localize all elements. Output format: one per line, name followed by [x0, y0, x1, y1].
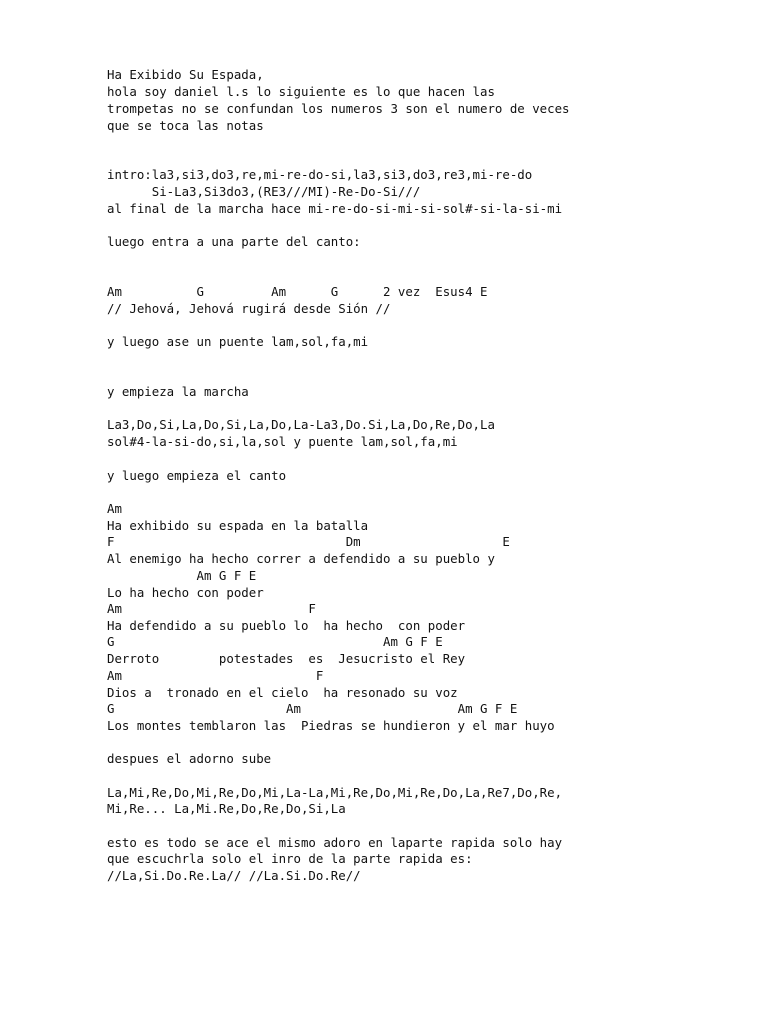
lyric-line: Los montes temblaron las Piedras se hundieron y el mar huyo [107, 718, 555, 733]
chord-line: F Dm E [107, 534, 510, 549]
lyric-line: Derroto potestades es Jesucristo el Rey [107, 651, 466, 666]
lyric-line: Ha exhibido su espada en la batalla [107, 518, 369, 533]
lyric-line: // Jehová, Jehová rugirá desde Sión // [107, 301, 391, 316]
section-heading: y empieza la marcha [107, 384, 249, 399]
section-heading: despues el adorno sube [107, 751, 272, 766]
section-heading: y luego empieza el canto [107, 468, 287, 483]
notes-line: Mi,Re... La,Mi.Re,Do,Re,Do,Si,La [107, 801, 346, 816]
instruction-line: y luego ase un puente lam,sol,fa,mi [107, 334, 369, 349]
chord-line: Am F [107, 668, 324, 683]
closing-text-line: que escuchrla solo el inro de la parte rapida es: [107, 851, 473, 866]
chord-line: G Am Am G F E [107, 701, 518, 716]
notes-line: intro:la3,si3,do3,re,mi-re-do-si,la3,si3,do3,re3,mi-re-do [107, 167, 533, 182]
intro-text-line: trompetas no se confundan los numeros 3 son el numero de veces [107, 101, 570, 116]
notes-line: sol#4-la-si-do,si,la,sol y puente lam,sol,fa,mi [107, 434, 458, 449]
lyric-line: Ha defendido a su pueblo lo ha hecho con poder [107, 618, 466, 633]
lyric-line: Lo ha hecho con poder [107, 585, 264, 600]
notes-line: Si-La3,Si3do3,(RE3///MI)-Re-Do-Si/// [107, 184, 421, 199]
title-line: Ha Exibido Su Espada, [107, 67, 264, 82]
closing-text-line: //La,Si.Do.Re.La// //La.Si.Do.Re// [107, 868, 361, 883]
notes-line: al final de la marcha hace mi-re-do-si-mi-si-sol#-si-la-si-mi [107, 201, 563, 216]
lyric-line: Dios a tronado en el cielo ha resonado su voz [107, 685, 458, 700]
chord-line: Am G Am G 2 vez Esus4 E [107, 284, 488, 299]
notes-line: La3,Do,Si,La,Do,Si,La,Do,La-La3,Do.Si,La,Do,Re,Do,La [107, 417, 495, 432]
chord-line: G Am G F E [107, 634, 443, 649]
section-heading: luego entra a una parte del canto: [107, 234, 361, 249]
intro-text-line: hola soy daniel l.s lo siguiente es lo que hacen las [107, 84, 495, 99]
chord-line: Am G F E [107, 568, 257, 583]
intro-text-line: que se toca las notas [107, 118, 264, 133]
lyric-line: Al enemigo ha hecho correr a defendido a su pueblo y [107, 551, 495, 566]
notes-line: La,Mi,Re,Do,Mi,Re,Do,Mi,La-La,Mi,Re,Do,Mi,Re,Do,La,Re7,Do,Re, [107, 785, 563, 800]
chord-line: Am F [107, 601, 316, 616]
closing-text-line: esto es todo se ace el mismo adoro en laparte rapida solo hay [107, 835, 563, 850]
chord-line: Am [107, 501, 122, 516]
